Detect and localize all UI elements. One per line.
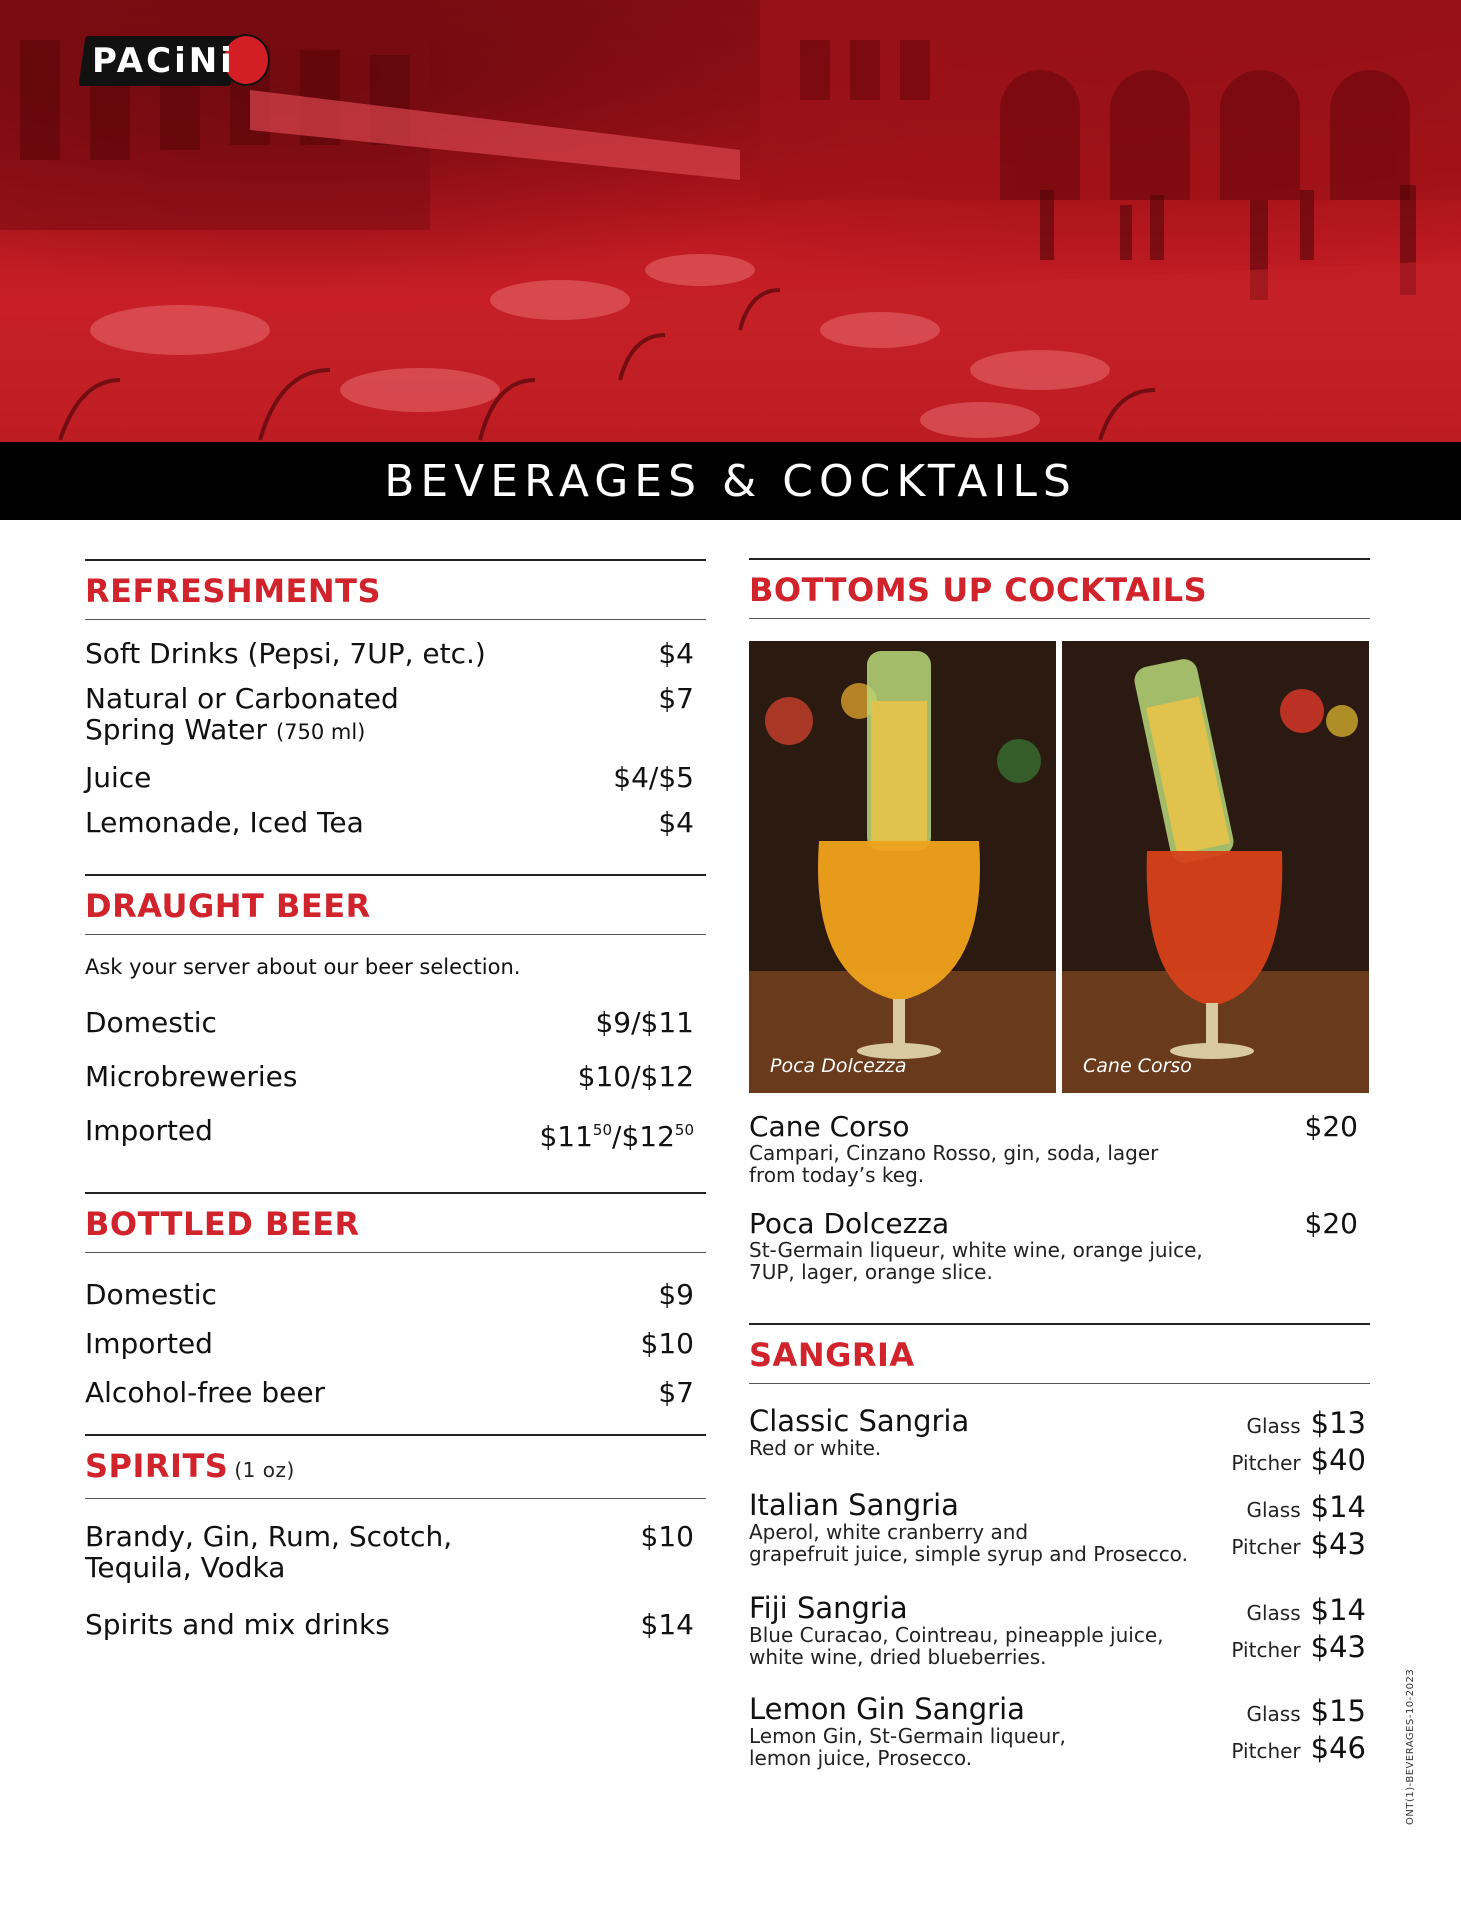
item-price: $4/$5	[613, 761, 694, 794]
list-item	[85, 1328, 706, 1359]
cocktail-photo	[1062, 641, 1369, 1093]
item-price: $9/$11	[595, 1006, 694, 1039]
list-item	[749, 1490, 1370, 1565]
item-name: Poca Dolcezza	[749, 1207, 950, 1240]
item-name: Juice	[85, 761, 152, 794]
item-name	[85, 683, 399, 748]
item-name: Alcohol-free beer	[85, 1376, 326, 1409]
item-name: Imported	[85, 1114, 213, 1147]
item-description: Blue Curacao, Cointreau, pineapple juice, white wine, dried blueberries.	[749, 1623, 1164, 1669]
item-name: Italian Sangria	[749, 1488, 959, 1522]
item-name-line2: Tequila, Vodka	[85, 1551, 286, 1584]
item-price: $20	[1304, 1207, 1358, 1240]
cocktails-header	[749, 558, 1370, 619]
item-price: $\$11^{50}/\$12^{50}$	[539, 1120, 694, 1153]
cocktail-photo	[749, 641, 1056, 1093]
item-name	[85, 1521, 452, 1583]
sangria-prices: Glass $14 Pitcher $43	[1231, 1593, 1366, 1664]
list-item	[749, 1694, 1370, 1769]
cocktails-heading: BOTTOMS UP COCKTAILS	[749, 571, 1208, 609]
bottled-beer-list	[85, 1279, 706, 1408]
bottled-beer-heading: BOTTLED BEER	[85, 1205, 360, 1243]
item-price: $10	[640, 1520, 694, 1553]
spirits-list	[85, 1521, 706, 1640]
left-column	[85, 559, 706, 1640]
pacini-logo: PACiNi	[82, 30, 268, 92]
footer-code: ONT(1)-BEVERAGES-10-2023	[1405, 1668, 1416, 1825]
item-name: Lemonade, Iced Tea	[85, 806, 364, 839]
draught-beer-header	[85, 874, 706, 935]
item-description: Lemon Gin, St-Germain liqueur, lemon juice, Prosecco.	[749, 1724, 1066, 1770]
item-name: Fiji Sangria	[749, 1591, 908, 1625]
sangria-prices: Glass $14 Pitcher $43	[1231, 1490, 1366, 1561]
refreshments-header	[85, 559, 706, 620]
refreshments-list	[85, 638, 706, 838]
draught-beer-list	[85, 1007, 706, 1152]
list-item	[85, 638, 706, 669]
list-item	[85, 1115, 706, 1152]
list-item	[85, 1279, 706, 1310]
list-item	[749, 1406, 1370, 1480]
spirits-unit: (1 oz)	[234, 1458, 295, 1482]
item-name: Cane Corso	[749, 1110, 910, 1143]
list-item	[749, 1208, 1370, 1283]
item-price: $4	[658, 806, 694, 839]
item-name: Classic Sangria	[749, 1404, 970, 1438]
list-item	[85, 1521, 706, 1583]
list-item	[85, 683, 706, 748]
list-item	[85, 1609, 706, 1640]
item-name: Soft Drinks (Pepsi, 7UP, etc.)	[85, 637, 486, 670]
item-detail: (750 ml)	[275, 720, 366, 744]
sangria-heading: SANGRIA	[749, 1336, 915, 1374]
item-name-line1: Natural or Carbonated	[85, 682, 399, 715]
list-item	[749, 1593, 1370, 1668]
draught-beer-heading: DRAUGHT BEER	[85, 887, 371, 925]
title-bar	[0, 442, 1461, 520]
item-name: Lemon Gin Sangria	[749, 1692, 1025, 1726]
item-price: $9	[658, 1278, 694, 1311]
cocktails-list	[749, 1111, 1370, 1283]
list-item	[85, 1377, 706, 1408]
photo-caption: Poca Dolcezza	[770, 1055, 907, 1077]
spirits-header	[85, 1434, 706, 1499]
cocktail-photos	[749, 641, 1370, 1093]
item-price: $10/$12	[577, 1060, 694, 1093]
draught-beer-note: Ask your server about our beer selection.	[85, 955, 521, 979]
list-item	[749, 1111, 1370, 1186]
item-name: Domestic	[85, 1278, 217, 1311]
item-name: Spirits and mix drinks	[85, 1608, 390, 1641]
item-description: Red or white.	[749, 1436, 882, 1460]
item-price: $7	[658, 682, 694, 715]
sangria-prices: Glass $13 Pitcher $40	[1231, 1406, 1366, 1477]
item-description: St-Germain liqueur, white wine, orange juice, 7UP, lager, orange slice.	[749, 1238, 1203, 1284]
item-price: $4	[658, 637, 694, 670]
item-price: $10	[640, 1327, 694, 1360]
hero-photo	[0, 0, 1461, 442]
item-price: $14	[640, 1608, 694, 1641]
photo-caption: Cane Corso	[1083, 1055, 1192, 1077]
item-name: Microbreweries	[85, 1060, 298, 1093]
item-name: Imported	[85, 1327, 213, 1360]
list-item	[85, 1061, 706, 1092]
page-title: BEVERAGES & COCKTAILS	[384, 455, 1077, 507]
item-price: $20	[1304, 1110, 1358, 1143]
refreshments-heading: REFRESHMENTS	[85, 572, 382, 610]
list-item	[85, 1007, 706, 1038]
sangria-list	[749, 1406, 1370, 1769]
list-item	[85, 807, 706, 838]
item-name-line2: Spring Water	[85, 713, 268, 746]
right-column	[749, 558, 1370, 1769]
item-name: Domestic	[85, 1006, 217, 1039]
item-description: Aperol, white cranberry and grapefruit juice, simple syrup and Prosecco.	[749, 1520, 1188, 1566]
item-name-line1: Brandy, Gin, Rum, Scotch,	[85, 1520, 453, 1553]
sangria-header	[749, 1323, 1370, 1384]
list-item	[85, 762, 706, 793]
bottled-beer-header	[85, 1192, 706, 1253]
item-description: Campari, Cinzano Rosso, gin, soda, lager from today’s keg.	[749, 1141, 1159, 1187]
item-price: $7	[658, 1376, 694, 1409]
spirits-heading: SPIRITS (1 oz)	[85, 1447, 295, 1485]
sangria-prices: Glass $15 Pitcher $46	[1231, 1694, 1366, 1765]
